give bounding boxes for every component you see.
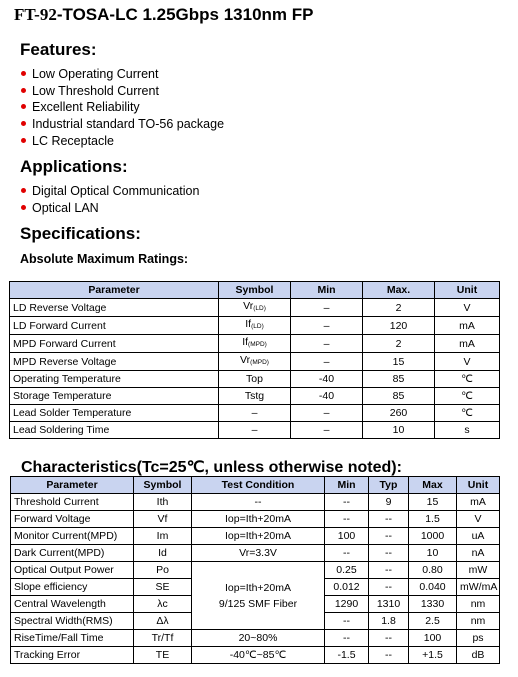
symbol-cell: Vf <box>134 511 192 528</box>
symbol-text: Top <box>246 373 263 385</box>
max-cell: 85 <box>363 388 435 405</box>
symbol-subscript: (LD) <box>253 305 266 312</box>
min-cell: – <box>291 422 363 439</box>
absolute-max-heading: Absolute Maximum Ratings: <box>20 252 189 266</box>
column-header: Parameter <box>11 477 134 494</box>
symbol-cell: Δλ <box>134 613 192 630</box>
unit-cell: mA <box>457 494 500 511</box>
parameter-cell: Operating Temperature <box>10 371 219 388</box>
unit-cell: ℃ <box>435 388 500 405</box>
table-row <box>10 317 500 335</box>
min-cell: -- <box>325 545 369 562</box>
column-header: Max. <box>363 282 435 299</box>
parameter-cell: MPD Forward Current <box>10 335 219 353</box>
symbol-cell <box>219 317 291 335</box>
table-row <box>11 511 500 528</box>
symbol-cell <box>219 335 291 353</box>
min-cell: – <box>291 405 363 422</box>
symbol-text: Vr <box>243 300 254 312</box>
parameter-cell: Lead Soldering Time <box>10 422 219 439</box>
unit-cell: mA <box>435 317 500 335</box>
column-header: Parameter <box>10 282 219 299</box>
unit-cell: nm <box>457 596 500 613</box>
symbol-text: If <box>242 336 249 348</box>
symbol-text: – <box>251 407 258 419</box>
max-cell: 0.040 <box>409 579 457 596</box>
min-cell: 0.012 <box>325 579 369 596</box>
min-cell: -- <box>325 630 369 647</box>
condition-cell: 20~80% <box>192 630 325 647</box>
min-cell: 1290 <box>325 596 369 613</box>
max-cell: 1.5 <box>409 511 457 528</box>
typ-cell: 1.8 <box>369 613 409 630</box>
symbol-cell: Ith <box>134 494 192 511</box>
max-cell: 10 <box>409 545 457 562</box>
list-item: Excellent Reliability <box>21 99 224 116</box>
title-model-prefix: FT-92 <box>14 5 57 24</box>
unit-cell: mW/mA <box>457 579 500 596</box>
specifications-heading: Specifications: <box>20 224 141 243</box>
symbol-subscript: (MPD) <box>248 341 267 348</box>
min-cell: – <box>291 317 363 335</box>
parameter-cell: Lead Solder Temperature <box>10 405 219 422</box>
condition-line: 9/125 SMF Fiber <box>218 597 298 610</box>
unit-cell: nm <box>457 613 500 630</box>
list-item: Digital Optical Communication <box>21 183 199 200</box>
unit-cell: V <box>435 299 500 317</box>
column-header: Typ <box>369 477 409 494</box>
list-item: Industrial standard TO-56 package <box>21 116 224 133</box>
min-cell: 0.25 <box>325 562 369 579</box>
title-description: -TOSA-LC 1.25Gbps 1310nm FP <box>56 5 314 24</box>
bullet-icon <box>21 88 26 93</box>
applications-list <box>21 183 199 216</box>
table-row <box>10 371 500 388</box>
symbol-cell: Id <box>134 545 192 562</box>
bullet-icon <box>21 104 26 109</box>
max-cell: 100 <box>409 630 457 647</box>
min-cell: – <box>291 353 363 371</box>
parameter-cell: LD Forward Current <box>10 317 219 335</box>
symbol-cell <box>219 353 291 371</box>
condition-cell: Vr=3.3V <box>192 545 325 562</box>
symbol-cell <box>219 299 291 317</box>
unit-cell: mW <box>457 562 500 579</box>
parameter-cell: Storage Temperature <box>10 388 219 405</box>
min-cell: -- <box>325 511 369 528</box>
max-cell: 0.80 <box>409 562 457 579</box>
max-cell: 2 <box>363 335 435 353</box>
parameter-cell: Monitor Current(MPD) <box>11 528 134 545</box>
max-cell: 15 <box>409 494 457 511</box>
typ-cell: -- <box>369 511 409 528</box>
parameter-cell: Forward Voltage <box>11 511 134 528</box>
max-cell: 2.5 <box>409 613 457 630</box>
max-cell: 15 <box>363 353 435 371</box>
unit-cell: V <box>435 353 500 371</box>
condition-line: Iop=Ith+20mA <box>225 581 291 594</box>
symbol-text: Vr <box>240 354 251 366</box>
min-cell: 100 <box>325 528 369 545</box>
typ-cell: 9 <box>369 494 409 511</box>
symbol-cell: λc <box>134 596 192 613</box>
unit-cell: ℃ <box>435 371 500 388</box>
column-header: Symbol <box>219 282 291 299</box>
parameter-cell: Dark Current(MPD) <box>11 545 134 562</box>
table-row <box>10 335 500 353</box>
table-row <box>10 405 500 422</box>
typ-cell: -- <box>369 562 409 579</box>
typ-cell: -- <box>369 630 409 647</box>
parameter-cell: MPD Reverse Voltage <box>10 353 219 371</box>
parameter-cell: Spectral Width(RMS) <box>11 613 134 630</box>
column-header: Test Condition <box>192 477 325 494</box>
bullet-icon <box>21 205 26 210</box>
symbol-cell: TE <box>134 647 192 664</box>
list-item: Low Operating Current <box>21 66 224 83</box>
absolute-max-table <box>9 281 500 439</box>
symbol-cell: Po <box>134 562 192 579</box>
symbol-cell: Im <box>134 528 192 545</box>
column-header: Unit <box>457 477 500 494</box>
bullet-icon <box>21 188 26 193</box>
table-row <box>11 545 500 562</box>
symbol-cell: Tr/Tf <box>134 630 192 647</box>
condition-cell: -40℃~85℃ <box>192 647 325 664</box>
parameter-cell: Tracking Error <box>11 647 134 664</box>
max-cell: 120 <box>363 317 435 335</box>
min-cell: -- <box>325 494 369 511</box>
unit-cell: ps <box>457 630 500 647</box>
table-header-row <box>11 477 500 494</box>
characteristics-table <box>10 476 500 664</box>
column-header: Symbol <box>134 477 192 494</box>
symbol-cell <box>219 422 291 439</box>
parameter-cell: Central Wavelength <box>11 596 134 613</box>
min-cell: -40 <box>291 371 363 388</box>
symbol-cell: SE <box>134 579 192 596</box>
max-cell: 260 <box>363 405 435 422</box>
symbol-cell <box>219 371 291 388</box>
max-cell: 85 <box>363 371 435 388</box>
list-item: LC Receptacle <box>21 133 224 150</box>
table-row <box>10 299 500 317</box>
features-heading: Features: <box>20 40 97 59</box>
table-row <box>11 562 500 579</box>
symbol-text: If <box>245 318 252 330</box>
table-row <box>10 353 500 371</box>
table-row <box>10 388 500 405</box>
applications-heading: Applications: <box>20 157 128 176</box>
column-header: Min <box>291 282 363 299</box>
max-cell: 1000 <box>409 528 457 545</box>
table-row <box>11 528 500 545</box>
min-cell: -40 <box>291 388 363 405</box>
merged-condition-cell <box>192 562 325 630</box>
column-header: Max <box>409 477 457 494</box>
unit-cell: nA <box>457 545 500 562</box>
symbol-text: Tstg <box>244 390 265 402</box>
list-item: Low Threshold Current <box>21 83 224 100</box>
typ-cell: -- <box>369 647 409 664</box>
typ-cell: 1310 <box>369 596 409 613</box>
table-row <box>11 494 500 511</box>
max-cell: 1330 <box>409 596 457 613</box>
symbol-subscript: (MPD) <box>250 359 269 366</box>
max-cell: 10 <box>363 422 435 439</box>
min-cell: – <box>291 299 363 317</box>
unit-cell: s <box>435 422 500 439</box>
document-title <box>14 5 313 25</box>
typ-cell: -- <box>369 545 409 562</box>
typ-cell: -- <box>369 528 409 545</box>
table-row <box>11 647 500 664</box>
list-item: Optical LAN <box>21 200 199 217</box>
symbol-cell <box>219 388 291 405</box>
max-cell: +1.5 <box>409 647 457 664</box>
unit-cell: ℃ <box>435 405 500 422</box>
parameter-cell: LD Reverse Voltage <box>10 299 219 317</box>
unit-cell: uA <box>457 528 500 545</box>
unit-cell: mA <box>435 335 500 353</box>
condition-cell: Iop=Ith+20mA <box>192 511 325 528</box>
min-cell: -1.5 <box>325 647 369 664</box>
characteristics-heading: Characteristics(Tc=25℃, unless otherwise noted): <box>21 459 402 476</box>
condition-cell: Iop=Ith+20mA <box>192 528 325 545</box>
symbol-cell <box>219 405 291 422</box>
bullet-icon <box>21 71 26 76</box>
condition-cell: -- <box>192 494 325 511</box>
unit-cell: V <box>457 511 500 528</box>
typ-cell: -- <box>369 579 409 596</box>
column-header: Min <box>325 477 369 494</box>
bullet-icon <box>21 121 26 126</box>
min-cell: – <box>291 335 363 353</box>
symbol-subscript: (LD) <box>251 323 264 330</box>
symbol-text: – <box>251 424 258 436</box>
parameter-cell: RiseTime/Fall Time <box>11 630 134 647</box>
parameter-cell: Threshold Current <box>11 494 134 511</box>
unit-cell: dB <box>457 647 500 664</box>
table-row <box>10 422 500 439</box>
table-header-row <box>10 282 500 299</box>
parameter-cell: Slope efficiency <box>11 579 134 596</box>
column-header: Unit <box>435 282 500 299</box>
parameter-cell: Optical Output Power <box>11 562 134 579</box>
min-cell: -- <box>325 613 369 630</box>
bullet-icon <box>21 138 26 143</box>
max-cell: 2 <box>363 299 435 317</box>
table-row <box>11 630 500 647</box>
features-list <box>21 66 224 150</box>
